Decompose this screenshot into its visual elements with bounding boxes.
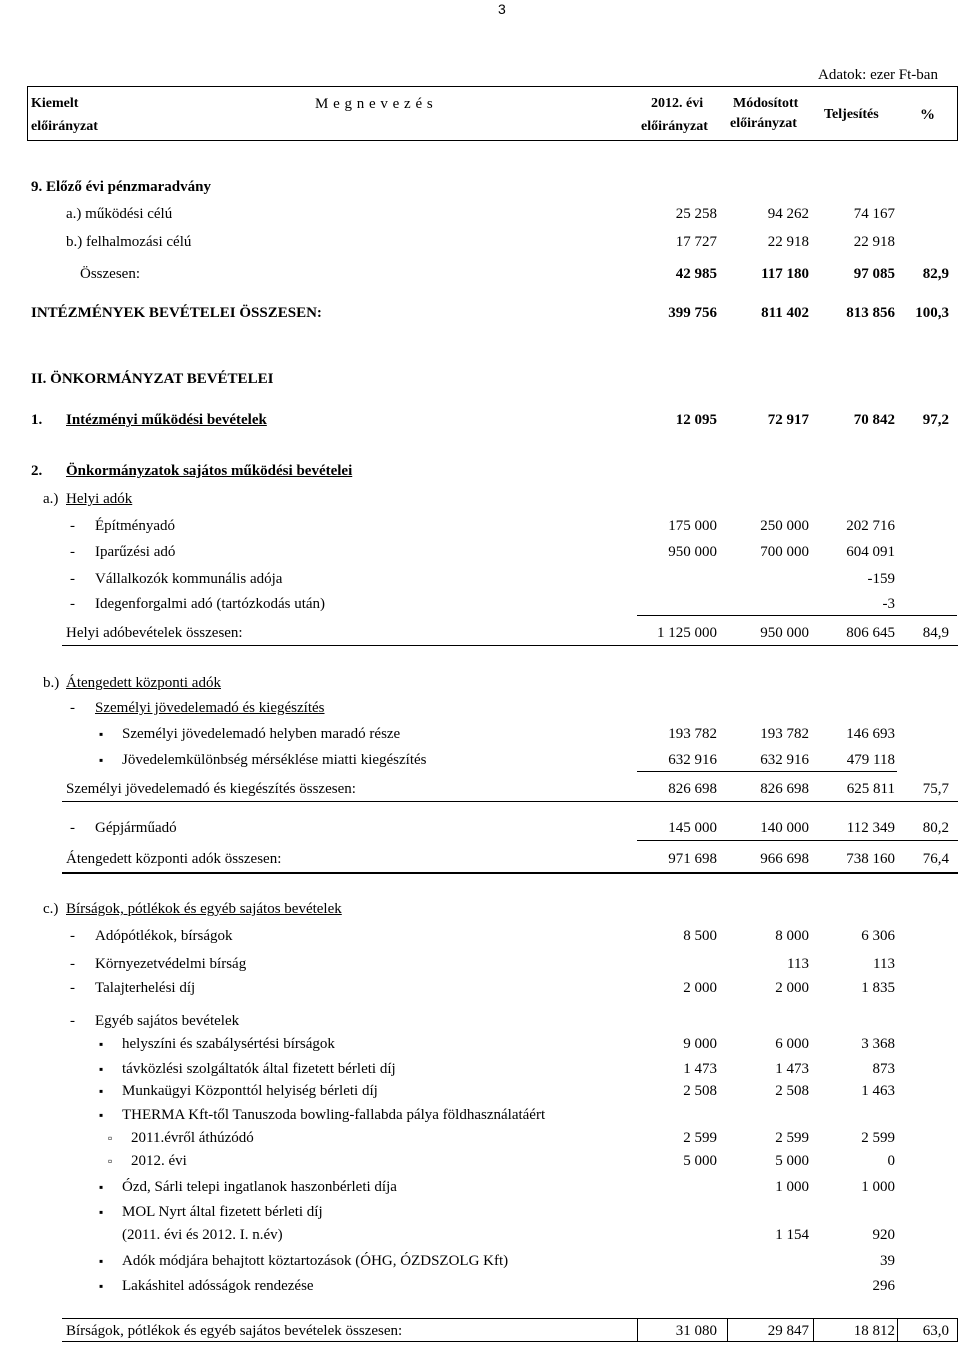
page-number: 3 [498, 1, 506, 17]
value-modified: 22 918 [767, 234, 809, 250]
subsection-title: Helyi adók [66, 491, 133, 507]
header-col4-line1: Módosított [733, 96, 799, 111]
value-actual: 1 835 [861, 980, 895, 996]
value-plan: 42 985 [675, 266, 717, 282]
dash: - [70, 571, 75, 587]
value-actual: 873 [872, 1061, 895, 1077]
bullet-icon: ▪ [99, 1084, 104, 1098]
subsection-prefix: c.) [43, 901, 59, 917]
value-modified: 72 917 [767, 412, 809, 428]
value-actual: 22 918 [853, 234, 895, 250]
value-percent: 84,9 [922, 625, 949, 641]
value-modified: 5 000 [775, 1153, 809, 1169]
value-modified: 29 847 [767, 1323, 809, 1339]
value-actual: 97 085 [853, 266, 895, 282]
value-actual: 479 118 [846, 752, 895, 768]
value-plan: 193 782 [668, 726, 717, 742]
row-label: INTÉZMÉNYEK BEVÉTELEI ÖSSZESEN: [31, 305, 322, 321]
value-modified: 193 782 [760, 726, 809, 742]
value-percent: 76,4 [922, 851, 949, 867]
row-label: Építményadó [95, 518, 175, 534]
value-actual: 296 [872, 1278, 895, 1294]
row-label: THERMA Kft-től Tanuszoda bowling-fallabda pálya földhasználatáért [122, 1107, 546, 1123]
value-actual: 2 599 [861, 1130, 895, 1146]
value-plan: 826 698 [668, 781, 717, 797]
value-plan: 1 473 [683, 1061, 717, 1077]
row-label: Személyi jövedelemadó helyben maradó része [122, 726, 401, 742]
value-modified: 1 000 [775, 1179, 809, 1195]
value-modified: 6 000 [775, 1036, 809, 1052]
header-description: M e g n e v e z é s [315, 96, 434, 112]
value-plan: 145 000 [668, 820, 717, 836]
subsection-prefix: a.) [43, 491, 59, 507]
value-actual: -159 [867, 571, 895, 587]
bullet-icon: ▪ [99, 1254, 104, 1268]
value-actual: 625 811 [846, 781, 895, 797]
value-modified: 250 000 [760, 518, 809, 534]
value-plan: 950 000 [668, 544, 717, 560]
value-plan: 2 508 [683, 1083, 717, 1099]
row-label: a.) működési célú [66, 206, 173, 222]
row-label: Jövedelemkülönbség mérséklése miatti kiegészítés [122, 752, 427, 768]
value-actual: 806 645 [846, 625, 895, 641]
row-label: távközlési szolgáltatók által fizetett bérleti díj [122, 1061, 396, 1077]
value-modified: 117 180 [761, 266, 809, 282]
value-modified: 700 000 [760, 544, 809, 560]
value-percent: 80,2 [922, 820, 949, 836]
value-plan: 2 000 [683, 980, 717, 996]
value-modified: 2 000 [775, 980, 809, 996]
value-plan: 1 125 000 [657, 625, 717, 641]
value-plan: 5 000 [683, 1153, 717, 1169]
header-col4-line2: előirányzat [730, 116, 797, 131]
bullet-icon: ▪ [99, 1205, 104, 1219]
row-label: 2012. évi [131, 1153, 187, 1169]
value-actual: 3 368 [861, 1036, 895, 1052]
bullet-icon: ▪ [99, 1180, 104, 1194]
value-percent: 82,9 [922, 266, 949, 282]
bullet-icon: ▪ [99, 727, 104, 741]
header-col1-line1: Kiemelt [31, 96, 79, 111]
header-col6: % [920, 107, 935, 123]
value-actual: 738 160 [846, 851, 895, 867]
value-plan: 9 000 [683, 1036, 717, 1052]
group-title: Személyi jövedelemadó és kiegészítés [95, 700, 325, 716]
value-actual: 18 812 [853, 1323, 895, 1339]
value-actual: 146 693 [846, 726, 895, 742]
bullet-icon: ▪ [99, 1279, 104, 1293]
value-plan: 175 000 [668, 518, 717, 534]
value-modified: 632 916 [760, 752, 809, 768]
row-label: Lakáshitel adósságok rendezése [122, 1278, 314, 1294]
subsection-title: Átengedett központi adók [66, 675, 221, 691]
value-actual: 6 306 [861, 928, 895, 944]
dash: - [70, 544, 75, 560]
value-plan: 971 698 [668, 851, 717, 867]
dash: - [70, 518, 75, 534]
bullet-icon: ▪ [99, 1037, 104, 1051]
section-ii-title: II. ÖNKORMÁNYZAT BEVÉTELEI [31, 371, 274, 387]
subsection-title: Bírságok, pótlékok és egyéb sajátos bevételek [66, 901, 342, 917]
value-modified: 2 508 [775, 1083, 809, 1099]
dash: - [70, 956, 75, 972]
dash: - [70, 596, 75, 612]
value-plan: 31 080 [675, 1323, 717, 1339]
dash: - [70, 980, 75, 996]
hollow-bullet-icon: ▫ [108, 1154, 113, 1168]
value-actual: -3 [882, 596, 895, 612]
row-label: Összesen: [80, 266, 140, 282]
value-modified: 113 [787, 956, 809, 972]
section-9-title: 9. Előző évi pénzmaradvány [31, 179, 211, 195]
header-col1-line2: előirányzat [31, 119, 98, 134]
value-plan: 632 916 [668, 752, 717, 768]
value-plan: 399 756 [668, 305, 717, 321]
value-plan: 12 095 [675, 412, 717, 428]
row-label: Személyi jövedelemadó és kiegészítés összesen: [66, 781, 356, 797]
value-plan: 2 599 [683, 1130, 717, 1146]
value-percent: 100,3 [915, 305, 949, 321]
value-actual: 74 167 [853, 206, 895, 222]
header-col3-line2: előirányzat [641, 119, 708, 134]
value-actual: 1 000 [861, 1179, 895, 1195]
dash: - [70, 928, 75, 944]
value-plan: 17 727 [675, 234, 717, 250]
dash: - [70, 1013, 75, 1029]
row-number: 1. [31, 412, 43, 428]
row-label: Bírságok, pótlékok és egyéb sajátos bevételek összesen: [66, 1323, 403, 1339]
value-percent: 75,7 [922, 781, 949, 797]
value-modified: 811 402 [761, 305, 809, 321]
row-label: Adók módjára behajtott köztartozások (ÓHG, ÓZDSZOLG Kft) [122, 1253, 509, 1269]
subsection-title: Önkormányzatok sajátos működési bevételei [66, 463, 353, 479]
header-col5: Teljesítés [824, 107, 879, 122]
dash: - [70, 700, 75, 716]
row-label: Adópótlékok, bírságok [95, 928, 233, 944]
value-actual: 0 [887, 1153, 895, 1169]
row-label: Talajterhelési díj [95, 980, 196, 996]
row-label: Vállalkozók kommunális adója [95, 571, 283, 587]
value-actual: 70 842 [853, 412, 895, 428]
value-actual: 920 [872, 1227, 895, 1243]
bullet-icon: ▪ [99, 1062, 104, 1076]
row-label: Helyi adóbevételek összesen: [66, 625, 243, 641]
row-label: Gépjárműadó [95, 820, 177, 836]
value-modified: 966 698 [760, 851, 809, 867]
value-modified: 140 000 [760, 820, 809, 836]
row-label: MOL Nyrt által fizetett bérleti díj [122, 1204, 323, 1220]
row-number: 2. [31, 463, 43, 479]
value-actual: 813 856 [846, 305, 895, 321]
row-label: Intézményi működési bevételek [66, 412, 267, 428]
header-col3-line1: 2012. évi [651, 96, 704, 111]
dash: - [70, 820, 75, 836]
value-actual: 202 716 [846, 518, 895, 534]
value-plan: 25 258 [675, 206, 717, 222]
value-modified: 8 000 [775, 928, 809, 944]
row-label: Iparűzési adó [95, 544, 176, 560]
row-label-cont: (2011. évi és 2012. I. n.év) [122, 1227, 283, 1243]
value-modified: 826 698 [760, 781, 809, 797]
row-label: Környezetvédelmi bírság [95, 956, 247, 972]
value-actual: 113 [873, 956, 895, 972]
row-label: helyszíni és szabálysértési bírságok [122, 1036, 335, 1052]
value-plan: 8 500 [683, 928, 717, 944]
row-label: Munkaügyi Központtól helyiség bérleti díj [122, 1083, 378, 1099]
group-title: Egyéb sajátos bevételek [95, 1013, 240, 1029]
row-label: Átengedett központi adók összesen: [66, 851, 282, 867]
value-actual: 1 463 [861, 1083, 895, 1099]
value-percent: 97,2 [922, 412, 949, 428]
unit-note: Adatok: ezer Ft-ban [818, 67, 938, 83]
subsection-prefix: b.) [43, 675, 60, 691]
value-actual: 112 349 [846, 820, 895, 836]
bullet-icon: ▪ [99, 1108, 104, 1122]
row-label: b.) felhalmozási célú [66, 234, 192, 250]
row-label: Ózd, Sárli telepi ingatlanok haszonbérleti díja [122, 1179, 397, 1195]
value-modified: 2 599 [775, 1130, 809, 1146]
value-modified: 950 000 [760, 625, 809, 641]
value-modified: 1 473 [775, 1061, 809, 1077]
row-label: Idegenforgalmi adó (tartózkodás után) [95, 596, 326, 612]
bullet-icon: ▪ [99, 753, 104, 767]
value-percent: 63,0 [922, 1323, 949, 1339]
value-actual: 604 091 [846, 544, 895, 560]
hollow-bullet-icon: ▫ [108, 1131, 113, 1145]
value-actual: 39 [880, 1253, 895, 1269]
row-label: 2011.évről áthúzódó [131, 1130, 254, 1146]
value-modified: 1 154 [775, 1227, 809, 1243]
value-modified: 94 262 [767, 206, 809, 222]
